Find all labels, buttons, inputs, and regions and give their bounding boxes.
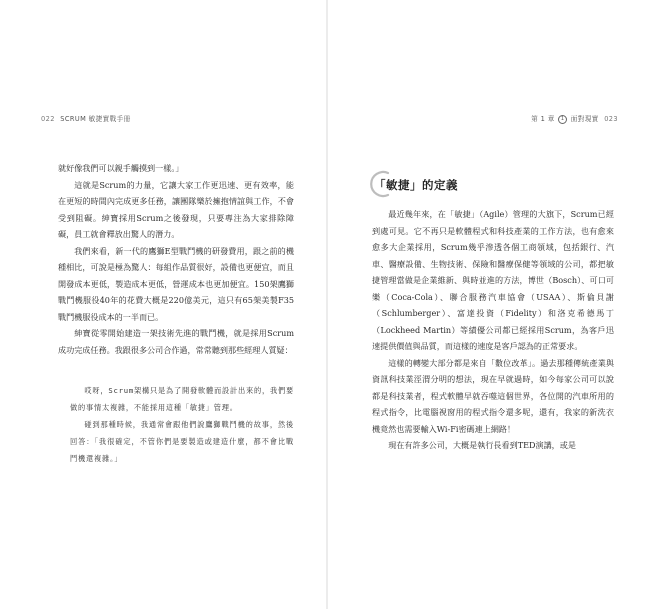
left-page [0, 0, 327, 609]
right-body-text [372, 206, 614, 454]
paragraph: 最近幾年來，在「敏捷」（Agile）管理的大旗下，Scrum已經到處可見。它不再只是軟體程式和科技產業的工作方法，也有愈來愈多大企業採用，Scrum幾乎滲透各個工商領域，包括銀行、汽車、醫療設備、生物技術、保險和醫療保健等領域的公司，都把敏捷管理當做是企業維新、與時並進的方法，博世（Bosch）、可口可樂（Coca-Cola）、聯合服務汽車協會（USAA）、斯倫貝謝（Schlumberger）、富達投資（Fidelity）和洛克希德馬丁（Lockheed Martin）等績優公司都已經採用Scrum，為客戶迅速提供價值與品質，而這樣的速度是客戶認為的正常要求。 [372, 209, 614, 351]
chapter-label: 第 1 章 [531, 115, 555, 123]
paragraph: 現在有許多公司，大概是執行長看到TED演講，或是 [388, 440, 576, 450]
quote-line: 哎呀，Scrum架構只是為了開發軟體而設計出來的，我們要做的事情太複雜，不能採用這種「敏捷」管理。 [70, 386, 294, 412]
right-running-head [531, 113, 621, 124]
book-title: SCRUM 敏捷實戰手冊 [60, 115, 131, 123]
chapter-number-circle: 1 [558, 115, 567, 124]
left-running-head [38, 113, 131, 123]
paragraph: 這樣的轉變大部分都是來自「數位改革」。過去那種傳統產業與資訊科技業涇渭分明的想法，現在早就過時，如今每家公司可以說都是科技業者，程式軟體早就吞噬這個世界，各位開的汽車所用的程式指令，比電腦視窗用的程式指令還多呢，還有，我家的新洗衣機竟然也需要輸入Wi-Fi密碼連上網路！ [372, 357, 614, 434]
section-heading [372, 172, 458, 198]
paragraph: 我們來看，新一代的鷹獅E型戰鬥機的研發費用，跟之前的機種相比，可說是極為驚人：每組作品質很好，設備也更便宜，而且開發成本更低，製造成本更低，營運成本也更加便宜。150架鷹獅戰鬥機服役40年的花費大概是220億美元，這只有65架美製F35戰鬥機服役成本的一半而已。 [58, 245, 294, 322]
quote-line: 碰到那種時候，我通常會跟他們說鷹獅戰鬥機的故事，然後回答：「我很確定，不管你們是要製造或建造什麼，都不會比戰鬥機還複雜。」 [70, 420, 294, 463]
left-body-text [58, 160, 294, 467]
paragraph: 就好像我們可以親手觸摸到一樣。」 [58, 163, 184, 173]
right-folio: 023 [604, 115, 618, 123]
block-quote [58, 382, 294, 467]
section-heading-text: 「敏捷」的定義 [374, 178, 458, 192]
left-folio: 022 [41, 115, 55, 123]
chapter-title: 面對現實 [570, 115, 599, 123]
paragraph: 這就是Scrum的力量，它讓大家工作更迅速、更有效率，能在更短的時間內完成更多任務，讓團隊樂於擁抱情誼與工作，不會受到阻礙。紳寶採用Scrum之後發現，只要專注為大家排除障礙，員工就會釋放出驚人的潛力。 [58, 179, 294, 239]
paragraph: 紳寶從零開始建造一架技術先進的戰鬥機，就是採用Scrum成功完成任務。我跟很多公司合作過，常常聽到那些經理人質疑： [58, 328, 294, 355]
right-page [328, 0, 655, 609]
